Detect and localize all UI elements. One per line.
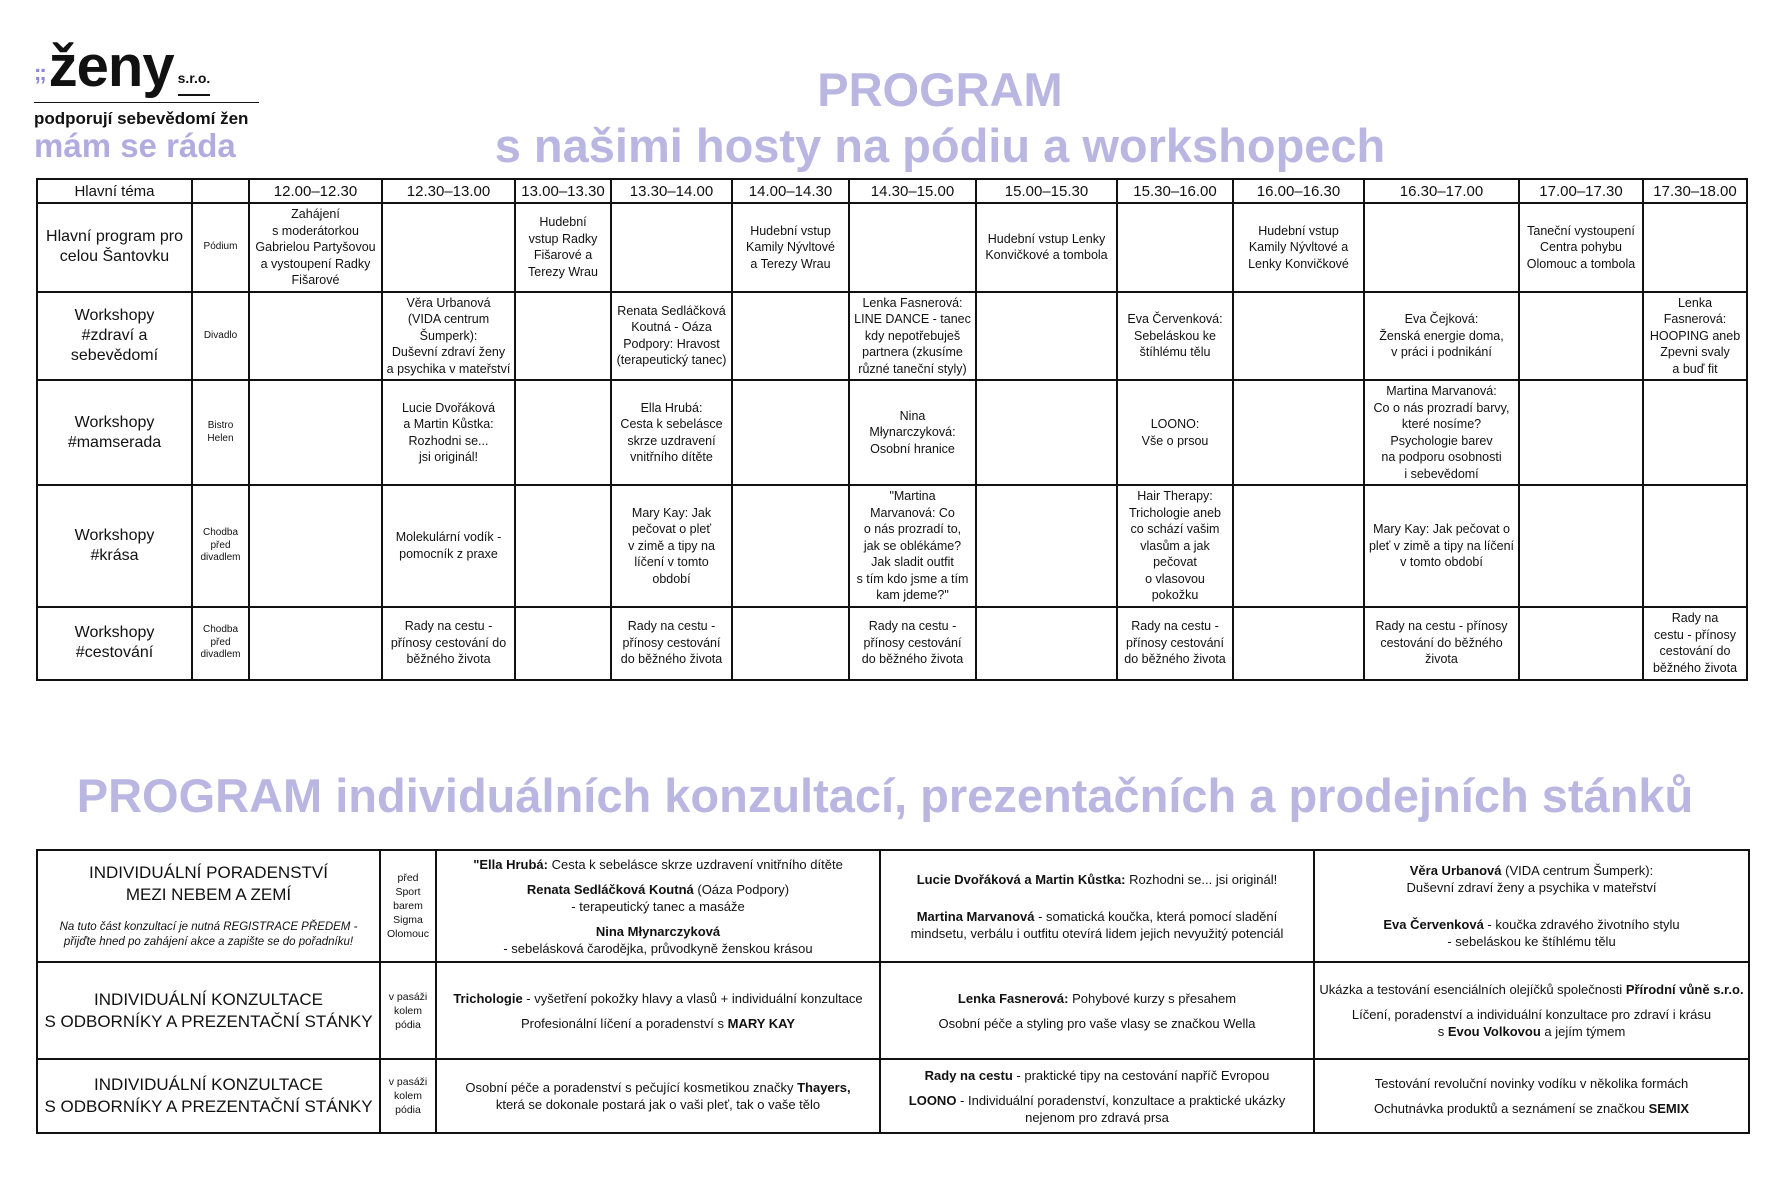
schedule-cell xyxy=(976,292,1117,381)
schedule-cell xyxy=(1643,485,1747,607)
schedule-cell xyxy=(1519,292,1643,381)
schedule-cell xyxy=(732,380,849,485)
consult-title-cell: INDIVIDUÁLNÍ PORADENSTVÍ MEZI NEBEM A ZEMÍ Na tuto část konzultací je nutná REGISTRACE PŘEDEM - přijďte hned po zahájení akce a zapište se do pořadníku! xyxy=(37,850,380,962)
schedule-cell: "Martina Marvanová: Co o nás prozradí to, jak se oblékáme? Jak sladit outfit s tím kdo jsme a tím kam jdeme?" xyxy=(849,485,976,607)
consult-cell xyxy=(880,850,1314,962)
schedule-cell xyxy=(976,380,1117,485)
consult-entry: Věra Urbanová (VIDA centrum Šumperk): Duševní zdraví ženy a psychika v mateřství xyxy=(1406,863,1657,895)
logo-sro: s.r.o. xyxy=(178,70,211,96)
schedule-cell xyxy=(1117,203,1233,292)
consult-location: v pasáži kolem pódia xyxy=(380,962,436,1059)
consult-entry: Trichologie - vyšetření pokožky hlavy a vlasů + individuální konzultace xyxy=(453,990,863,1006)
schedule-cell xyxy=(382,203,515,292)
schedule-cell xyxy=(1519,485,1643,607)
consult-title: PROGRAM individuálních konzultací, prezentačních a prodejních stánků xyxy=(76,769,1694,822)
consult-cell xyxy=(1314,1059,1749,1133)
schedule-theme: Workshopy #cestování xyxy=(37,607,192,680)
schedule-cell xyxy=(249,292,382,381)
consult-entry: Renata Sedláčková Koutná (Oáza Podpory) - terapeutický tanec a masáže xyxy=(526,881,790,914)
schedule-row xyxy=(37,485,1747,607)
schedule-cell: Hudební vstup Lenky Konvičkové a tombola xyxy=(976,203,1117,292)
schedule-cell xyxy=(249,380,382,485)
schedule-theme: Hlavní program pro celou Šantovku xyxy=(37,203,192,292)
schedule-cell xyxy=(1643,380,1747,485)
schedule-cell: Nina Młynarczyková: Osobní hranice xyxy=(849,380,976,485)
consult-entry: Ukázka a testování esenciálních olejíčků společnosti Přírodní vůně s.r.o. xyxy=(1319,982,1744,997)
header-time-slot: 12.30–13.00 xyxy=(382,179,515,203)
schedule-theme: Workshopy #mamserada xyxy=(37,380,192,485)
logo-slogan: mám se ráda xyxy=(34,127,236,164)
schedule-cell xyxy=(1519,607,1643,680)
schedule-cell xyxy=(515,485,611,607)
schedule-cell xyxy=(1519,380,1643,485)
schedule-location: Chodba před divadlem xyxy=(192,485,249,607)
schedule-cell xyxy=(249,607,382,680)
logo-wordmark: ženy xyxy=(48,34,174,99)
schedule-cell xyxy=(1233,485,1364,607)
header-time-slot: 17.30–18.00 xyxy=(1643,179,1747,203)
logo-dots-icon: ;; xyxy=(34,60,45,85)
consult-cell xyxy=(436,1059,880,1133)
schedule-cell: Rady na cestu - přínosy cestování do běžného života xyxy=(1117,607,1233,680)
schedule-cell xyxy=(515,380,611,485)
consult-cell xyxy=(436,962,880,1059)
schedule-theme: Workshopy #krása xyxy=(37,485,192,607)
schedule-cell: Věra Urbanová (VIDA centrum Šumperk): Duševní zdraví ženy a psychika v mateřství xyxy=(382,292,515,381)
schedule-cell xyxy=(249,485,382,607)
consult-entry: Osobní péče a styling pro vaše vlasy se značkou Wella xyxy=(938,1015,1256,1031)
schedule-location: Bistro Helen xyxy=(192,380,249,485)
header-time-slot: 16.00–16.30 xyxy=(1233,179,1364,203)
schedule-cell: Ella Hrubá: Cesta k sebelásce skrze uzdravení vnitřního dítěte xyxy=(611,380,732,485)
schedule-cell: Lenka Fasnerová: HOOPING aneb Zpevni svaly a buď fit xyxy=(1643,292,1747,381)
header-time-slot: 14.30–15.00 xyxy=(849,179,976,203)
schedule-header-row xyxy=(37,179,1747,203)
schedule-cell: Hudební vstup Kamily Nývltové a Lenky Konvičkové xyxy=(1233,203,1364,292)
header-time-slot: 13.00–13.30 xyxy=(515,179,611,203)
schedule-row xyxy=(37,203,1747,292)
consult-location: v pasáži kolem pódia xyxy=(380,1059,436,1133)
consult-entry: Profesionální líčení a poradenství s MARY KAY xyxy=(520,1015,796,1031)
consult-entry: Líčení, poradenství a individuální konzultace pro zdraví i krásu s Evou Volkovou a jejím týmem xyxy=(1351,1007,1712,1039)
schedule-cell: Mary Kay: Jak pečovat o pleť v zimě a tipy na líčení v tomto období xyxy=(611,485,732,607)
schedule-table xyxy=(36,178,1748,681)
consult-title-cell: INDIVIDUÁLNÍ KONZULTACE S ODBORNÍKY A PREZENTAČNÍ STÁNKY xyxy=(37,1059,380,1133)
schedule-cell: Rady na cestu - přínosy cestování do běžného života xyxy=(849,607,976,680)
logo-divider xyxy=(34,102,259,103)
schedule-cell xyxy=(732,607,849,680)
schedule-cell: Molekulární vodík - pomocník z praxe xyxy=(382,485,515,607)
schedule-cell xyxy=(849,203,976,292)
schedule-cell xyxy=(1364,203,1519,292)
schedule-cell xyxy=(976,485,1117,607)
consult-entry: Testování revoluční novinky vodíku v několika formách xyxy=(1374,1076,1689,1091)
schedule-cell: Renata Sedláčková Koutná - Oáza Podpory: Hravost (terapeutický tanec) xyxy=(611,292,732,381)
schedule-cell: Lucie Dvořáková a Martin Kůstka: Rozhodni se... jsi originál! xyxy=(382,380,515,485)
consult-entry: Martina Marvanová - somatická koučka, která pomocí sladění mindsetu, verbálu i outfitu otevírá lidem jejich nevyužitý potenciál xyxy=(910,908,1284,941)
consult-entry: Ochutnávka produktů a seznámení se značkou SEMIX xyxy=(1373,1101,1690,1116)
consult-cell xyxy=(880,1059,1314,1133)
schedule-cell: Hudební vstup Radky Fišarové a Terezy Wrau xyxy=(515,203,611,292)
page-title xyxy=(300,62,1580,174)
consult-row xyxy=(37,962,1749,1059)
schedule-cell: Eva Čejková: Ženská energie doma, v práci i podnikání xyxy=(1364,292,1519,381)
schedule-location: Divadlo xyxy=(192,292,249,381)
consult-entry: Osobní péče a poradenství s pečující kosmetikou značky Thayers, která se dokonale postará jak o vaši pleť, tak o vaše tělo xyxy=(465,1080,851,1112)
schedule-cell xyxy=(515,292,611,381)
header-time-slot: 15.30–16.00 xyxy=(1117,179,1233,203)
schedule-cell: Lenka Fasnerová: LINE DANCE - tanec kdy nepotřebuješ partnera (zkusíme různé taneční styly) xyxy=(849,292,976,381)
header-time-slot: 12.00–12.30 xyxy=(249,179,382,203)
consult-entry: Rady na cestu - praktické tipy na cestování napříč Evropou xyxy=(924,1067,1270,1083)
schedule-cell xyxy=(1233,380,1364,485)
header-time-slot: 16.30–17.00 xyxy=(1364,179,1519,203)
schedule-cell xyxy=(1233,292,1364,381)
page-title-line2: s našimi hosty na pódiu a workshopech xyxy=(494,119,1386,172)
logo xyxy=(34,34,274,164)
consult-cell xyxy=(1314,850,1749,962)
consult-note: Na tuto část konzultací je nutná REGISTRACE PŘEDEM - přijďte hned po zahájení akce a zapište se do pořadníku! xyxy=(59,921,358,948)
schedule-cell xyxy=(611,203,732,292)
schedule-cell: Taneční vystoupení Centra pohybu Olomouc a tombola xyxy=(1519,203,1643,292)
consult-cell xyxy=(436,850,880,962)
schedule-row xyxy=(37,292,1747,381)
header-theme: Hlavní téma xyxy=(37,179,192,203)
schedule-cell: Rady na cestu - přínosy cestování do běžného života xyxy=(1643,607,1747,680)
consult-cell xyxy=(880,962,1314,1059)
schedule-row xyxy=(37,380,1747,485)
logo-tagline: podporují sebevědomí žen xyxy=(34,109,249,128)
schedule-cell: Hudební vstup Kamily Nývltové a Terezy Wrau xyxy=(732,203,849,292)
schedule-location: Chodba před divadlem xyxy=(192,607,249,680)
consult-entry: LOONO - Individuální poradenství, konzultace a praktické ukázky nejenom pro zdravá prsa xyxy=(908,1092,1286,1125)
consult-title-cell: INDIVIDUÁLNÍ KONZULTACE S ODBORNÍKY A PREZENTAČNÍ STÁNKY xyxy=(37,962,380,1059)
schedule-cell: Rady na cestu - přínosy cestování do běžného života xyxy=(611,607,732,680)
schedule-cell: LOONO: Vše o prsou xyxy=(1117,380,1233,485)
header-location xyxy=(192,179,249,203)
schedule-cell xyxy=(1233,607,1364,680)
header-time-slot: 13.30–14.00 xyxy=(611,179,732,203)
schedule-cell xyxy=(976,607,1117,680)
schedule-cell: Hair Therapy: Trichologie aneb co schází vašim vlasům a jak pečovat o vlasovou pokožku xyxy=(1117,485,1233,607)
consult-row xyxy=(37,850,1749,962)
schedule-cell: Rady na cestu - přínosy cestování do běžného života xyxy=(382,607,515,680)
schedule-row xyxy=(37,607,1747,680)
schedule-cell: Zahájení s moderátorkou Gabrielou Partyšovou a vystoupení Radky Fišarové xyxy=(249,203,382,292)
consult-location: před Sport barem Sigma Olomouc xyxy=(380,850,436,962)
schedule-cell: Rady na cestu - přínosy cestování do běžného života xyxy=(1364,607,1519,680)
schedule-theme: Workshopy #zdraví a sebevědomí xyxy=(37,292,192,381)
header-time-slot: 17.00–17.30 xyxy=(1519,179,1643,203)
schedule-cell xyxy=(732,292,849,381)
consult-table xyxy=(36,849,1750,1134)
page-title-line1: PROGRAM xyxy=(817,63,1063,116)
schedule-cell: Mary Kay: Jak pečovat o pleť v zimě a tipy na líčení v tomto období xyxy=(1364,485,1519,607)
header-time-slot: 14.00–14.30 xyxy=(732,179,849,203)
header-time-slot: 15.00–15.30 xyxy=(976,179,1117,203)
schedule-cell xyxy=(1643,203,1747,292)
consult-entry: Lucie Dvořáková a Martin Kůstka: Rozhodni se... jsi originál! xyxy=(916,871,1278,887)
consult-entry: "Ella Hrubá: Cesta k sebelásce skrze uzdravení vnitřního dítěte xyxy=(473,856,843,872)
consult-entry: Lenka Fasnerová: Pohybové kurzy s přesahem xyxy=(957,990,1237,1006)
consult-entry: Nina Młynarczyková - sebelásková čarodějka, průvodkyně ženskou krásou xyxy=(503,923,813,956)
schedule-cell xyxy=(515,607,611,680)
schedule-location: Pódium xyxy=(192,203,249,292)
consult-cell xyxy=(1314,962,1749,1059)
schedule-cell: Eva Červenková: Sebeláskou ke štíhlému tělu xyxy=(1117,292,1233,381)
consult-entry: Eva Červenková - koučka zdravého životního stylu - sebeláskou ke štíhlému tělu xyxy=(1383,917,1680,949)
schedule-cell: Martina Marvanová: Co o nás prozradí barvy, které nosíme? Psychologie barev na podporu osobnosti i sebevědomí xyxy=(1364,380,1519,485)
consult-row xyxy=(37,1059,1749,1133)
schedule-cell xyxy=(732,485,849,607)
